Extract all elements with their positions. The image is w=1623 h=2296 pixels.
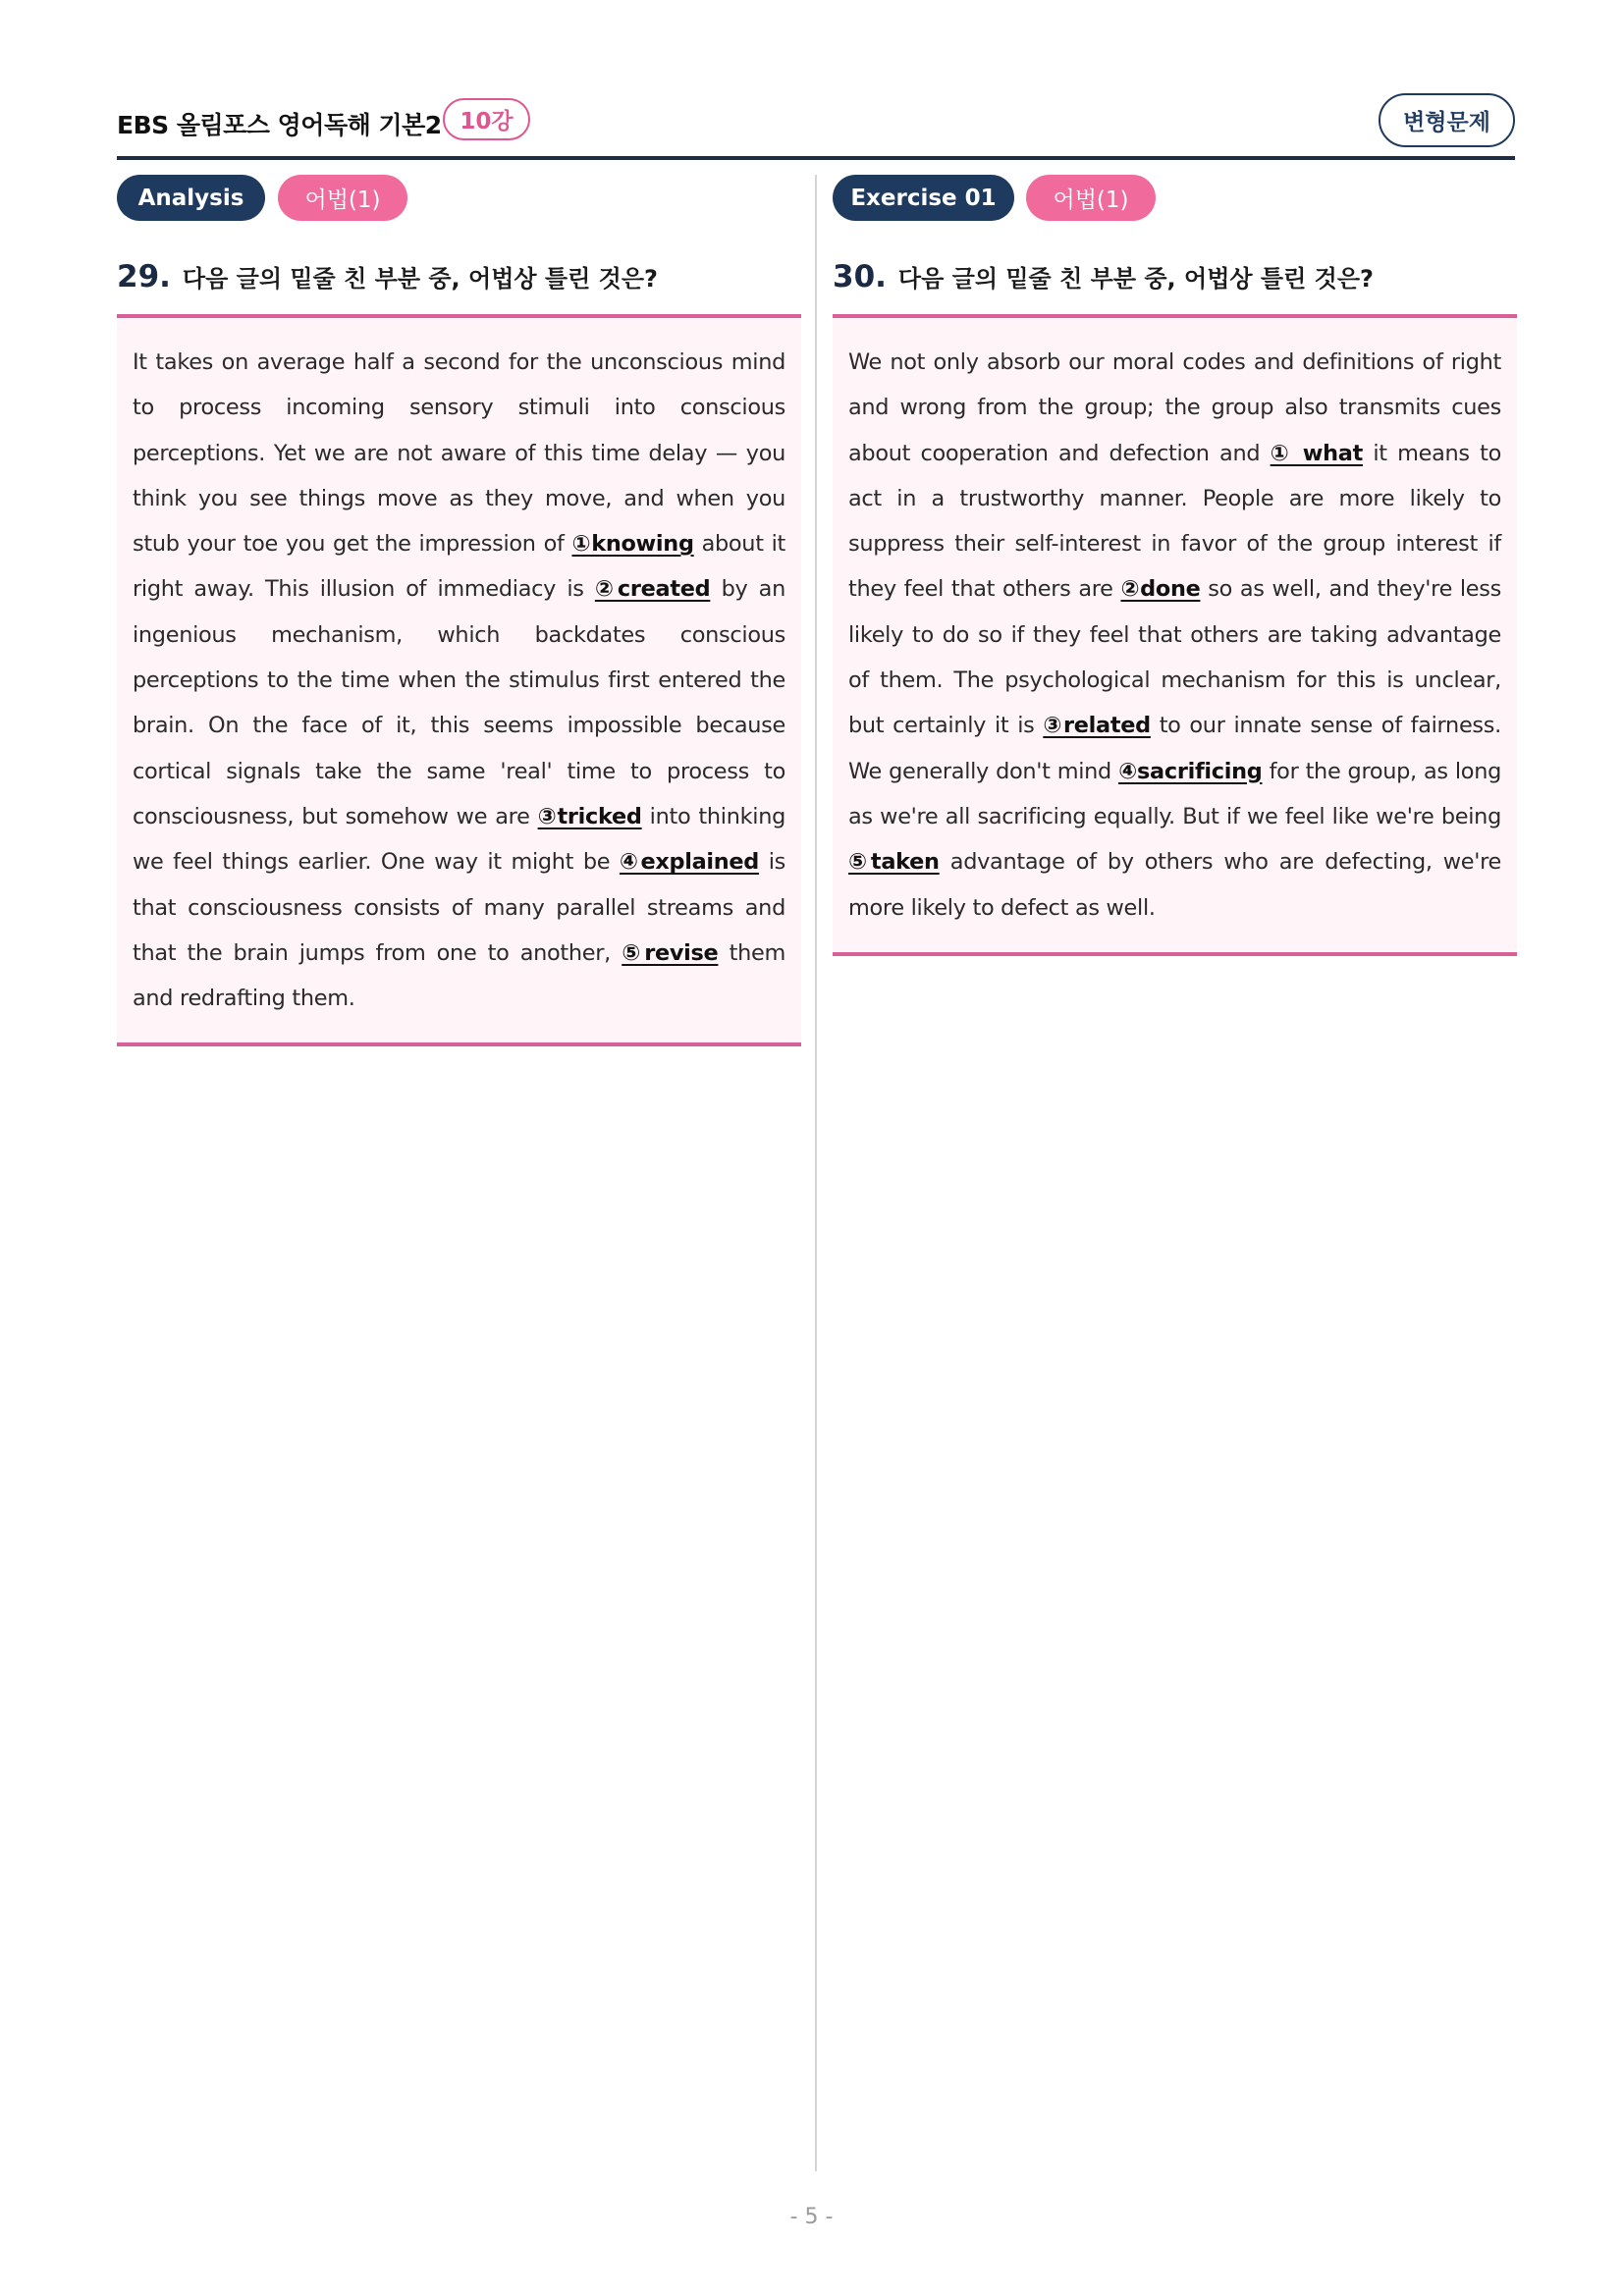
header-rule	[117, 156, 1515, 160]
book-title: EBS 올림포스 영어독해 기본2	[117, 111, 442, 139]
column-divider	[815, 175, 817, 2171]
section-tags	[833, 175, 1517, 222]
grammar-tag: 어법(1)	[1026, 175, 1156, 221]
question-text: 다음 글의 밑줄 친 부분 중, 어법상 틀린 것은?	[182, 265, 658, 293]
question-29	[117, 259, 658, 294]
underlined-choice: ① what	[1270, 440, 1364, 466]
underlined-choice: ⑤revise	[622, 939, 719, 966]
passage-box	[833, 314, 1517, 956]
underlined-choice: ④sacrificing	[1118, 758, 1263, 784]
page-header	[117, 96, 1515, 157]
question-number: 29.	[117, 259, 171, 294]
page-number: - 5 -	[789, 2205, 834, 2229]
passage-box	[117, 314, 801, 1046]
grammar-tag: 어법(1)	[278, 175, 407, 221]
question-30	[833, 259, 1374, 294]
question-number: 30.	[833, 259, 887, 294]
section-tag-analysis: Analysis	[117, 175, 265, 221]
section-tags	[117, 175, 801, 222]
right-column	[833, 175, 1517, 921]
section-tag-exercise: Exercise 01	[833, 175, 1014, 221]
underlined-choice: ②created	[594, 576, 711, 603]
underlined-choice: ③related	[1043, 713, 1151, 739]
underlined-choice: ③tricked	[537, 803, 642, 829]
underlined-choice: ①knowing	[571, 531, 694, 558]
underlined-choice: ②done	[1120, 576, 1201, 603]
lesson-badge: 10강	[443, 98, 530, 140]
passage-text: It takes on average half a second for the unconscious mind to process incoming sensory stimuli into conscious perceptions. Yet we are not aware of this time delay — you think you see things move as they move, and when you stub your toe you get the impression of ①knowing about it right away. This illusion of immediacy is ②created by an ingenious mechanism, which backdates conscious perceptions to the time when the stimulus first entered the brain. On the face of it, this seems impossible because cortical signals take the same 'real' time to process to consciousness, but somehow we are ③tricked into thinking we feel things earlier. One way it might be ④explained is that consciousness consists of many parallel streams and that the brain jumps from one to another, ⑤revise them and redrafting them.	[133, 349, 785, 1012]
passage-text: We not only absorb our moral codes and definitions of right and wrong from the group; the group also transmits cues about cooperation and defection and ① what it means to act in a trustworthy manner. People are more likely to suppress their self-interest in favor of the group interest if they feel that others are ②done so as well, and they're less likely to do so if they feel that others are taking advantage of them. The psychological mechanism for this is unclear, but certainly it is ③related to our innate sense of fairness. We generally don't mind ④sacrificing for the group, as long as we're all sacrificing equally. But if we feel like we're being ⑤taken advantage of by others who are defecting, we're more likely to defect as well.	[848, 349, 1502, 921]
left-column	[117, 175, 801, 1012]
question-text: 다음 글의 밑줄 친 부분 중, 어법상 틀린 것은?	[897, 265, 1374, 293]
underlined-choice: ④explained	[619, 849, 760, 876]
question-type-badge: 변형문제	[1379, 93, 1515, 147]
underlined-choice: ⑤taken	[848, 849, 940, 876]
